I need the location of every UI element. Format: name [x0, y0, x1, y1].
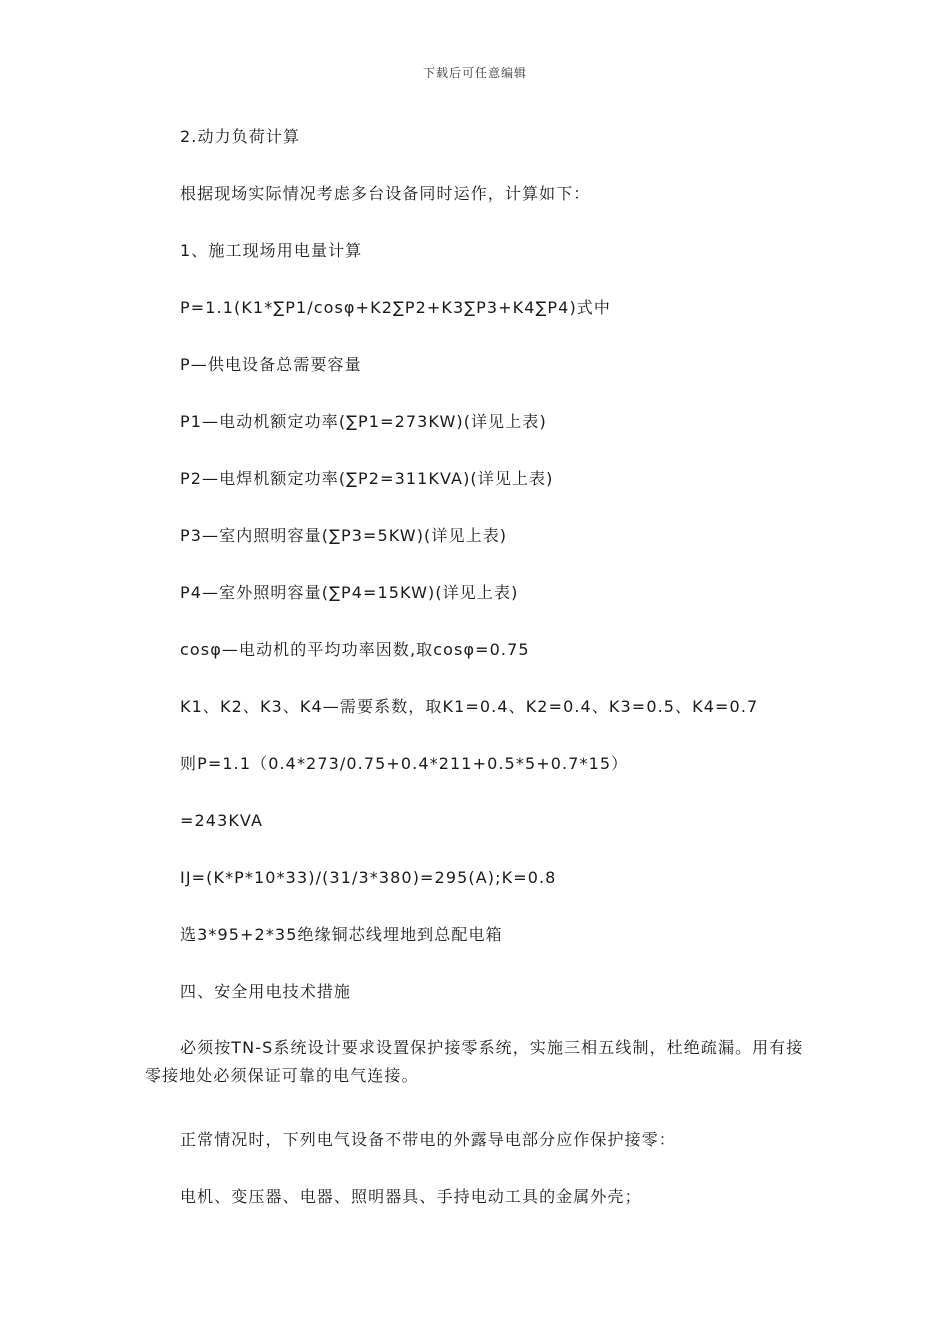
cable-selection-line: 选3*95+2*35绝缘铜芯线埋地到总配电箱	[180, 925, 503, 944]
definition-line: cosφ—电动机的平均功率因数,取cosφ=0.75	[180, 640, 530, 659]
current-calculation-line: IJ=(K*P*10*33)/(31/3*380)=295(A);K=0.8	[180, 868, 557, 887]
paragraph-tn-s-system: 必须按TN-S系统设计要求设置保护接零系统，实施三相五线制，杜绝疏漏。用有接零接地处必须保证可靠的电气连接。	[145, 1038, 804, 1085]
result-line: =243KVA	[180, 811, 264, 830]
page-header: 下载后可任意编辑	[422, 66, 527, 80]
calculation-line: 则P=1.1（0.4*273/0.75+0.4*211+0.5*5+0.7*15）	[180, 754, 629, 773]
definition-line: P2—电焊机额定功率(∑P2=311KVA)(详见上表)	[180, 469, 554, 488]
text-line: 正常情况时，下列电气设备不带电的外露导电部分应作保护接零：	[180, 1130, 676, 1149]
definition-line: P—供电设备总需要容量	[180, 355, 362, 374]
coefficient-line: K1、K2、K3、K4—需要系数，取K1=0.4、K2=0.4、K3=0.5、K4=0.7	[180, 697, 759, 716]
definition-line: P3—室内照明容量(∑P3=5KW)(详见上表)	[180, 526, 508, 545]
section-heading-power-load: 2.动力负荷计算	[180, 127, 301, 146]
formula-line: P=1.1(K1*∑P1/cosφ+K2∑P2+K3∑P3+K4∑P4)式中	[180, 298, 611, 317]
definition-line: P4—室外照明容量(∑P4=15KW)(详见上表)	[180, 583, 519, 602]
definition-line: P1—电动机额定功率(∑P1=273KW)(详见上表)	[180, 412, 547, 431]
text-line: 根据现场实际情况考虑多台设备同时运作，计算如下：	[180, 184, 591, 203]
section-heading-safety: 四、安全用电技术措施	[180, 982, 352, 1001]
text-line: 电机、变压器、电器、照明器具、手持电动工具的金属外壳；	[180, 1187, 642, 1206]
subsection-heading: 1、施工现场用电量计算	[180, 241, 363, 260]
